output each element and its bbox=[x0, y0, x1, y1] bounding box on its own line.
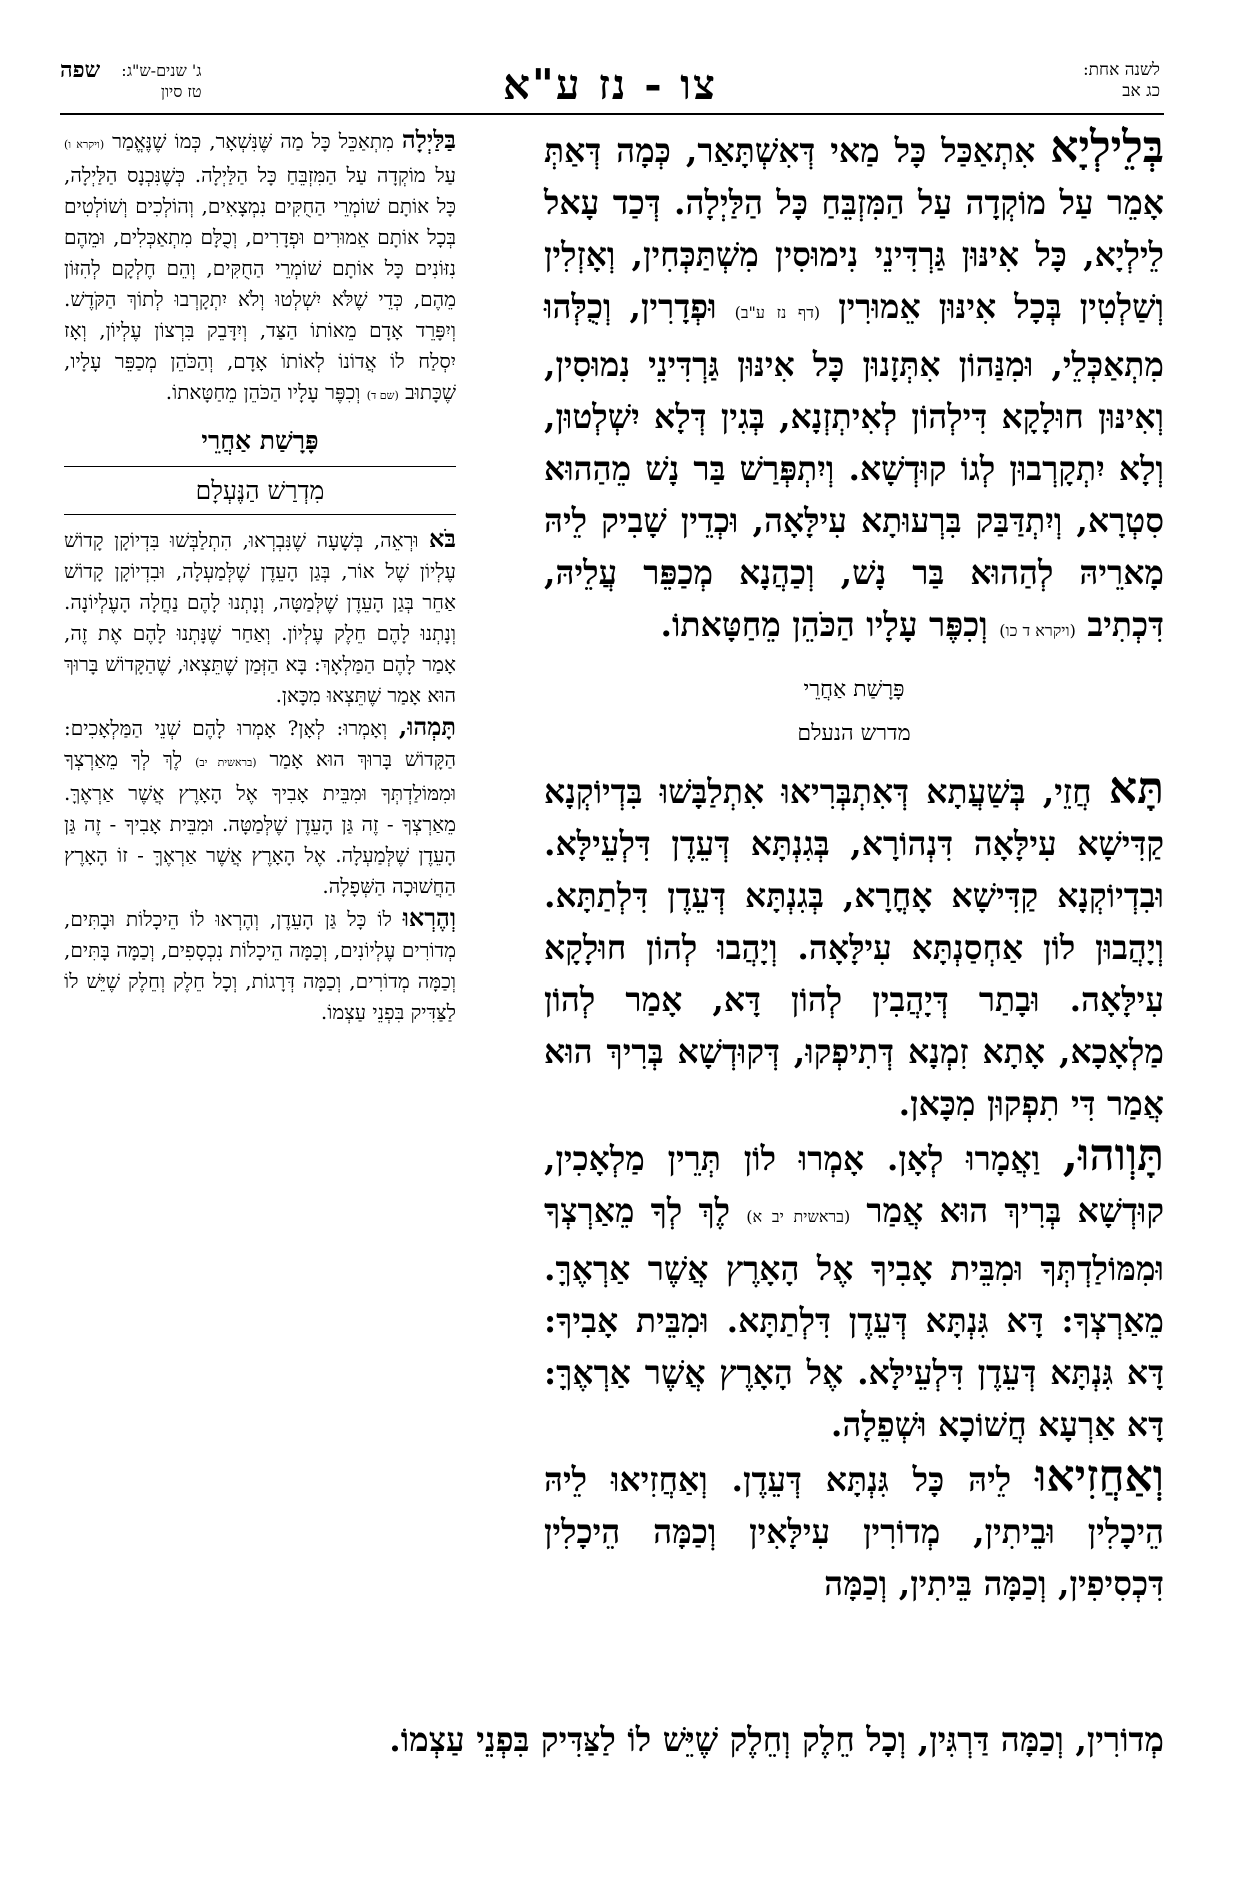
translation-paragraph-3 bbox=[64, 711, 456, 902]
paragraph-text: חֲזֵי, בְּשַׁעֲתָא דְּאִתְבְּרִיאוּ אִתְלַבָּשׁוּ בִּדְיוֹקְנָא קַדִּישָׁא עִילָּאָה דִּנְהוֹרָא, בְּגִנְתָּא דְּעֵדֶן דִּלְעֵילָּא. וּבִדְיוֹקְנָא קַדִּישָׁא אָחֳרָא, בְּגִנְתָּא דְּעֵדֶן דִּלְתַתָּא. וְיָהֲבוּן לוֹן אַחְסַנְתָּא עִילָּאָה. וְיָהֲבוּ לְהוֹן חוּלָקָא עִילָּאָה. וּבָתַר דְּיָהֲבִין לְהוֹן דָּא, אָמַר לְהוֹן מַלְאָכָא, אָתָא זִמְנָא דְּתִיפְקוּ, דְּקוּדְשָׁא בְּרִיךְ הוּא אֲמַר דִּי תִפְקוּן מִכָּאן. bbox=[544, 772, 1164, 1123]
paragraph-text: לֶךְ לְךָ מֵאַרְצְךָ וּמִמּוֹלַדְתְּךָ וּמִבֵּית אָבִיךָ אֶל הָאָרֶץ אֲשֶׁר אַרְאֶךָּ. מֵאַרְצְךָ - זֶה גַּן הָעֵדֶן שֶׁלְּמַטָּה. וּמִבֵּית אָבִיךָ - זֶה גַּן הָעֵדֶן שֶׁלְּמַעְלָה. אֶל הָאָרֶץ אֲשֶׁר אַרְאֶךָּ - זוֹ הָאָרֶץ הַחֲשׁוּכָה הַשְּׁפָלָה. bbox=[64, 747, 456, 898]
verse-citation: (ויקרא ד כו) bbox=[999, 621, 1076, 640]
opening-word: תָּמְהוּ, bbox=[398, 712, 457, 741]
paragraph-text: לֵיהּ כָּל גִּנְתָּא דְּעֵדֶן. וְאַחֲזִיאוּ לֵיהּ הֵיכָלִין וּבֵיתִין, מְדוֹרִין עִילָּאִין וְכַמָּה הֵיכָלִין דִּכְסִיפִין, וְכַמָּה בֵּיתִין, וְכַמָּה bbox=[544, 1460, 1164, 1603]
schedule-three-year-date: טז סיון bbox=[160, 82, 202, 101]
schedule-one-year-date: כג אב bbox=[1122, 81, 1160, 101]
opening-word: בֹּא bbox=[429, 524, 456, 553]
opening-word: תָּא bbox=[1108, 763, 1164, 814]
verse-citation: (שם ד) bbox=[366, 389, 399, 402]
opening-word: בַּלַּיְלָה bbox=[401, 125, 456, 154]
translation-paragraph-2 bbox=[64, 523, 456, 711]
verse-citation: (בראשית יב א) bbox=[746, 1207, 851, 1226]
schedule-three-year bbox=[121, 60, 201, 102]
aramaic-column bbox=[544, 122, 1164, 1610]
aramaic-paragraph-2 bbox=[544, 763, 1164, 1130]
schedule-one-year: לשנה אחת: bbox=[1082, 60, 1160, 80]
verse-citation: (ויקרא ו) bbox=[64, 138, 105, 151]
paragraph-text: לֶךְ לְךָ מֵאַרְצְךָ וּמִמּוֹלַדְתְּךָ וּמִבֵּית אָבִיךָ אֶל הָאָרֶץ אֲשֶׁר אַרְאֶךָּ. מֵאַרְצְךָ: דָּא גִּנְתָּא דְּעֵדֶן דִּלְתַתָּא. וּמִבֵּית אָבִיךָ: דָּא גִּנְתָּא דְּעֵדֶן דִּלְעֵילָּא. אֶל הָאָרֶץ אֲשֶׁר אַרְאֶךָּ: דָּא אַרְעָא חֲשׁוֹכָא וּשְׁפֵלָה. bbox=[544, 1191, 1164, 1444]
book-title: שפה bbox=[60, 57, 101, 83]
schedule-three-year-label: ג' שנים-ש"ג: bbox=[121, 61, 202, 80]
parasha-heading: פָּרָשַׁת אַחֲרֵי bbox=[201, 426, 319, 455]
verse-citation: (בראשית יב) bbox=[195, 756, 257, 769]
aramaic-paragraph-1 bbox=[544, 122, 1164, 657]
aramaic-paragraph-3 bbox=[544, 1130, 1164, 1451]
paragraph-text: וְכִפֶּר עָלָיו הַכֹּהֵן מֵחַטָּאתוֹ. bbox=[660, 605, 988, 644]
midrash-heading: מִדְרַשׁ הַנֶּעְלָם bbox=[195, 476, 325, 505]
paragraph-text: מִתְאַכֵּל כָּל מַה שֶּׁנִּשְׁאָר, כְּמוֹ שֶׁנֶּאֱמַר bbox=[112, 129, 394, 153]
study-schedule-left bbox=[60, 57, 202, 102]
page-title: צו - נז ע"א bbox=[502, 60, 718, 109]
opening-word: תָּוְוהוּ, bbox=[1062, 1130, 1165, 1181]
paragraph-text: וַאֲמָרוּ לְאָן. אָמְרוּ לוֹן תְּרֵין מַלְאָכִין, קוּדְשָׁא בְּרִיךְ הוּא אֲמַר bbox=[544, 1139, 1164, 1230]
paragraph-text: וּפְדָרִין, וְכֻלְּהוּ מִתְאַכְּלֵי, וּמִנַּהוֹן אִתְּזָנוּן כָּל אִינּוּן גַּרְדִּינֵי נִמוּסִין, וְאִינּוּן חוּלָקָא דִּילְהוֹן לְאִיתְזְנָא, בְּגִין דְּלָא יִשְׁלְטוּן, וְלָא יִתְקָרְבוּן לְגוֹ קוּדְשָׁא. וְיִתְפְּרַשׁ בַּר נָשׁ מֵהַהוּא סִטְרָא, וְיִתְדַּבַּק בִּרְעוּתָא עִילָּאָה, וּכְדֵין שָׁבִיק לֵיהּ מָארֵיהּ לְהַהוּא בַּר נָשׁ, וְכַהֲנָא מְכַפֵּר עֲלֵיהּ, דִּכְתִיב bbox=[544, 287, 1164, 644]
closing-line: מְדוֹרִין, וְכַמָּה דַּרְגִּין, וְכָל חֵלֶק וְחֵלֶק שֶׁיֵּשׁ לוֹ לַצַּדִּיק בִּפְנֵי עַצְמוֹ. bbox=[389, 1720, 1164, 1759]
heading-divider bbox=[64, 466, 456, 467]
aramaic-paragraph-4 bbox=[544, 1451, 1164, 1610]
translation-paragraph-4 bbox=[64, 902, 456, 1028]
translation-paragraph-1 bbox=[64, 124, 456, 411]
paragraph-text: לוֹ כָּל גַּן הָעֵדֶן, וְהֶרְאוּ לוֹ הֵיכָלוֹת וּבָתִּים, מְדוֹרִים עֶלְיוֹנִים, וְכַמָּה הֵיכָלוֹת נִכְסָפִים, וְכַמָּה בָּתִּים, וְכַמָּה מְדוֹרִים, וְכַמָּה דְּרָגוֹת, וְכָל חֵלֶק וְחֵלֶק שֶׁיֵּשׁ לוֹ לַצַּדִּיק בִּפְנֵי עַצְמוֹ. bbox=[64, 907, 456, 1024]
paragraph-text: וְאָמְרוּ: לְאָן? אָמְרוּ לָהֶם שְׁנֵי הַמַּלְאָכִים: הַקָּדוֹשׁ בָּרוּךְ הוּא אָמַר bbox=[64, 716, 456, 771]
opening-word: בְּלֵילְיָא bbox=[1050, 122, 1164, 173]
heading-divider bbox=[64, 514, 456, 515]
page-header bbox=[60, 58, 1160, 114]
paragraph-text: עַל מוֹקְדָה עַל הַמִּזְבֵּחַ כָּל הַלַּיְלָה. כְּשֶׁנִּכְנָס הַלַּיְלָה, כָּל אוֹתָם שׁוֹמְרֵי הַחֻקִּים נִמְצָאִים, וְהוֹלְכִים וְשׁוֹלְטִים בְּכָל אוֹתָם אֵמוּרִים וּפְדָרִים, וְכֻלָּם מִתְאַכְּלִים, וּמֵהֶם נִזּוֹנִים כָּל אוֹתָם שׁוֹמְרֵי הַחֻקִּים, וְהֵם חֶלְקָם לְהִזּוֹן מֵהֶם, כְּדֵי שֶׁלֹּא יִשְׁלְטוּ וְלֹא יִתְקָרְבוּ לְתוֹךְ הַקֹּדֶשׁ. וְיִפָּרֵד אָדָם מֵאוֹתוֹ הַצַּד, וְיִדָּבֵק בִּרְצוֹן עֶלְיוֹן, וְאָז יִסְלַח לוֹ אֲדוֹנוֹ לְאוֹתוֹ אָדָם, וְהַכֹּהֵן מְכַפֵּר עָלָיו, שֶׁכָּתוּב bbox=[64, 163, 457, 404]
opening-word: וְהֶרְאוּ bbox=[402, 903, 456, 932]
paragraph-text: וּרְאֵה, בְּשָׁעָה שֶׁנִּבְרְאוּ, הִתְלַבְּשׁוּ בִּדְיוֹקָן קָדוֹשׁ עֶלְיוֹן שֶׁל אוֹר, בְּגַן הָעֵדֶן שֶׁלְּמַעְלָה, וּבִדְיוֹקָן קָדוֹשׁ אַחֵר בְּגַן הָעֵדֶן שֶׁלְּמַטָּה, וְנָתְנוּ לָהֶם נַחֲלָה הָעֶלְיוֹנָה. וְנָתְנוּ לָהֶם חֵלֶק עֶלְיוֹן. וְאַחַר שֶׁנָּתְנוּ לָהֶם אֶת זֶה, אָמַר לָהֶם הַמַּלְאָךְ: בָּא הַזְּמַן שֶׁתֵּצְאוּ, שֶׁהַקָּדוֹשׁ בָּרוּךְ הוּא אָמַר שֶׁתֵּצְאוּ מִכָּאן. bbox=[64, 528, 456, 707]
hebrew-translation-column bbox=[64, 124, 456, 1028]
paragraph-text: וְכִפֶּר עָלָיו הַכֹּהֵן מֵחַטָּאתוֹ. bbox=[165, 380, 361, 404]
paragraph-text: אִתְאַכַּל כָּל מַאי דְּאִשְׁתָּאַר, כְּמָה דְּאַתְּ אָמֵר עַל מוֹקְדָה עַל הַמִּזְבֵּחַ כָּל הַלַּיְלָה. דְּכַד עָאל לֵילְיָא, כָּל אִינּוּן גַּרְדִּינֵי נִימוּסִין מִשְׁתַּכְּחִין, וְאָזְלִין וְשַׁלְטִין בְּכָל אִינּוּן אֵמוּרִין bbox=[544, 131, 1164, 326]
header-divider bbox=[60, 113, 1164, 115]
midrash-heading: מדרש הנעלם bbox=[797, 721, 911, 746]
opening-word: וְאַחֲזִיאוּ bbox=[1035, 1451, 1164, 1502]
folio-reference: (דף נז ע"ב) bbox=[734, 303, 821, 322]
parasha-heading: פָּרָשַׁת אַחֲרֵי bbox=[803, 677, 905, 702]
